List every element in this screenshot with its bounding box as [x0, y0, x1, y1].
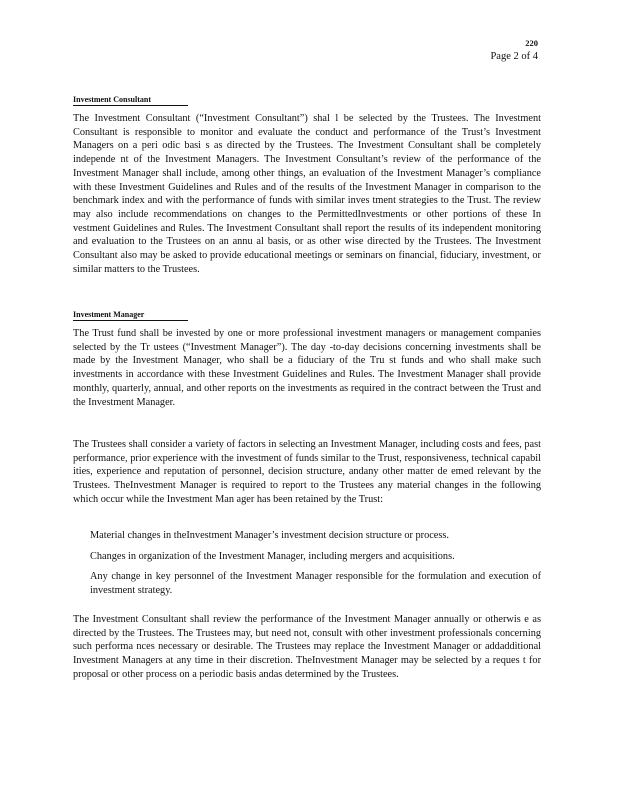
consultant-paragraph: The Investment Consultant (“Investment Consultant”) shal l be selected by the Trustees. The Investment Consultant is responsible to monitor and evaluate the conduct and performance of the Trust’s Investment Managers on a peri odic basi s as directed by the Trustees. The Investment Consultant shall be completely independe nt of the Investment Managers. The Investment Consultant’s review of the performance of the Investment Manager shall include, among other things, an evaluation of the Investment Manager’s compliance with these Investment Guidelines and Rules and of the results of the Investment Manager in comparison to the benchmark index and with the performance of funds with similar inves tment strategies to the Trust. The review may also include recommendations on changes to the PermittedInvestments or other portions of these In vestment Guidelines and Rules. The Investment Consultant shall report the results of its independent monitoring and evaluation to the Trustees on an annu al basis, or as other wise directed by the Trustees. The Investment Consultant also may be asked to provide educational meetings or seminars on financial, fiduciary, investment, or similar matters to the Trustees. [73, 113, 541, 275]
manager-closing-paragraph: The Investment Consultant shall review the performance of the Investment Manager annually or otherwis e as directed by the Trustees. The Trustees may, but need not, consult with other investment professionals concerning such performa nces necessary or desirable. The Trustees may replace the Investment Manager or addadditional Investment Managers at any time in their discretion. TheInvestment Manager may be selected by a reques t for proposal or other process on a periodic basis andas determined by the Trustees. [73, 614, 541, 680]
list-item [73, 550, 541, 564]
section-heading-investment-consultant: Investment Consultant [73, 95, 188, 106]
manager-paragraph-2: The Trustees shall consider a variety of factors in selecting an Investment Manager, including costs and fees, past performance, prior experience with the investment of funds similar to the Trust, responsiveness, technical capabil ities, experience and reputation of personnel, decision structure, andany other matter de emed relevant by the Trustees. TheInvestment Manager is required to report to the Trustees any material changes in the following which occur while the Investment Man ager has been retained by the Trust: [73, 439, 541, 505]
section-heading-investment-manager: Investment Manager [73, 310, 188, 321]
bullet-text: Changes in organization of the Investment Manager, including mergers and acquisitions. [90, 551, 455, 562]
list-item [73, 529, 541, 543]
manager-paragraph-1: The Trust fund shall be invested by one or more professional investment managers or management companies selected by the Tr ustees (“Investment Manager”). The day -to-day decisions concerning investments shall be made by the Investment Manager, who shall be a fiduciary of the Tru st funds and who shall make such investments in accordance with these Investment Guidelines and Rules. The Investment Manager shall provide monthly, quarterly, annual, and other reports on the investments as required in the contract between the Trust and the Investment Manager. [73, 328, 541, 408]
list-item [73, 570, 541, 597]
page-count-label: Page 2 of 4 [490, 51, 538, 62]
page-number: 220 [525, 38, 538, 48]
bullet-text: Any change in key personnel of the Investment Manager responsible for the formulation and execution of investment strategy. [90, 571, 541, 596]
bullet-text: Material changes in theInvestment Manager’s investment decision structure or process. [90, 530, 449, 541]
